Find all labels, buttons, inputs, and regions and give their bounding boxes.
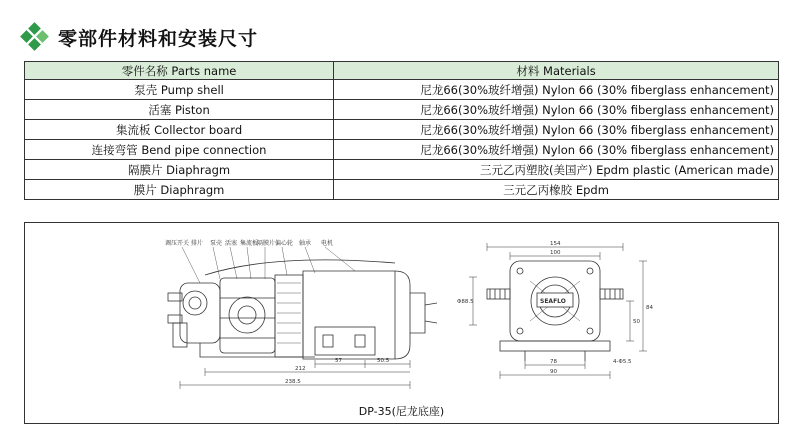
label-pump-shell: 泵壳: [210, 240, 223, 247]
dim-50-5: 50.5: [377, 358, 390, 364]
brand-label: SEAFLO: [540, 298, 566, 305]
table-row: [25, 120, 779, 140]
label-motor: 电机: [321, 240, 334, 247]
pump-side-view: [168, 260, 437, 359]
dim-90: 90: [550, 369, 557, 375]
table-row: [25, 140, 779, 160]
material-cell: 尼龙66(30%玻纤增强) Nylon 66 (30% fiberglass enhancement): [334, 120, 779, 140]
label-diaphragm: 隔膜片: [257, 240, 276, 247]
table-row: [25, 160, 779, 180]
column-header-part: 零件名称 Parts name: [25, 62, 334, 80]
pump-front-view: [487, 261, 623, 361]
label-bearing: 轴承: [299, 240, 312, 247]
section-header: [22, 22, 258, 52]
material-cell: 尼龙66(30%玻纤增强) Nylon 66 (30% fiberglass enhancement): [334, 140, 779, 160]
drawing-frame: [24, 222, 779, 424]
table-row: [25, 100, 779, 120]
dim-84: 84: [646, 305, 653, 311]
label-eccentric: 偏心轮: [275, 240, 294, 247]
dim-212: 212: [295, 366, 306, 372]
part-cell: 活塞 Piston: [25, 100, 334, 120]
part-cell: 集流板 Collector board: [25, 120, 334, 140]
part-cell: 膜片 Diaphragm: [25, 180, 334, 200]
page-title: 零部件材料和安装尺寸: [58, 27, 259, 50]
table-header-row: [25, 62, 779, 80]
technical-drawing: [25, 223, 778, 423]
material-cell: 三元乙丙橡胶 Epdm: [334, 180, 779, 200]
material-cell: 尼龙66(30%玻纤增强) Nylon 66 (30% fiberglass enhancement): [334, 100, 779, 120]
dim-phi88-5: Φ88.5: [457, 299, 474, 305]
materials-table: [24, 61, 779, 200]
dim-78: 78: [550, 359, 557, 365]
column-header-material: 材料 Materials: [334, 62, 779, 80]
part-cell: 隔膜片 Diaphragm: [25, 160, 334, 180]
material-cell: 尼龙66(30%玻纤增强) Nylon 66 (30% fiberglass enhancement): [334, 80, 779, 100]
dim-4-phi5-5: 4-Φ5.5: [613, 359, 632, 365]
part-cell: 泵壳 Pump shell: [25, 80, 334, 100]
part-cell: 连接弯管 Bend pipe connection: [25, 140, 334, 160]
dim-57: 57: [335, 358, 342, 364]
label-collector: 集流板: [240, 240, 259, 247]
dim-154: 154: [550, 241, 561, 247]
diamond-logo-icon: [22, 24, 48, 50]
dim-50: 50: [633, 319, 640, 325]
label-piston: 活塞: [225, 240, 238, 247]
material-cell: 三元乙丙塑胶(美国产) Epdm plastic (American made): [334, 160, 779, 180]
dim-238-5: 238.5: [285, 379, 301, 385]
dim-100: 100: [550, 250, 561, 256]
table-row: [25, 180, 779, 200]
drawing-caption: DP-35(尼龙底座): [358, 405, 445, 418]
label-pressure-switch: 调压开关 排片: [165, 240, 203, 247]
table-row: [25, 80, 779, 100]
